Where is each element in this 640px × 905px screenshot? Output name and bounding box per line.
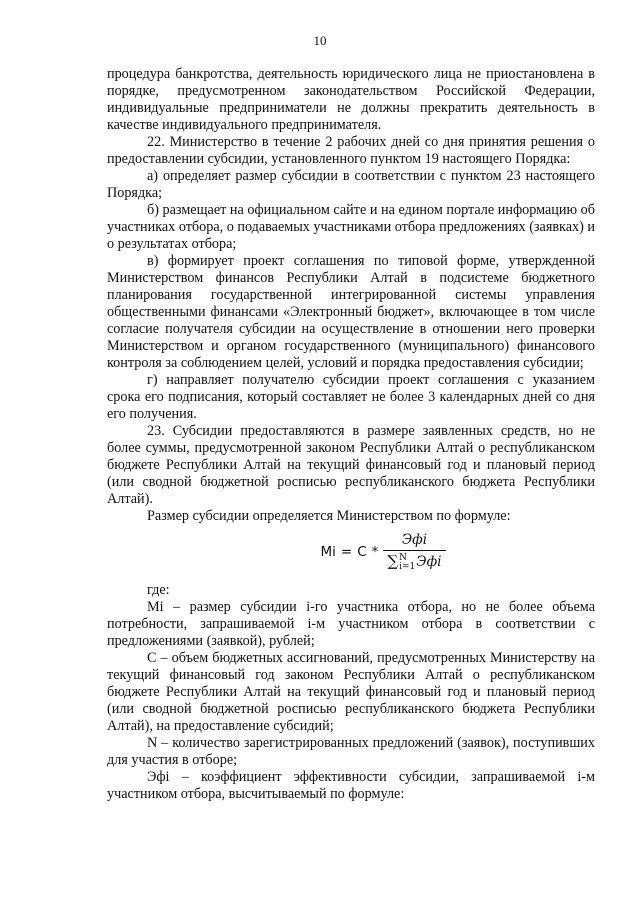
paragraph-item-22: 22. Министерство в течение 2 рабочих дней со дня принятия решения о предоставлении субсидии, установленного пунктом 19 настоящего Порядка: <box>107 134 595 167</box>
page-number: 10 <box>313 33 327 48</box>
paragraph-item-22b: б) размещает на официальном сайте и на едином портале информацию об участниках отбора, о подаваемых участниками отбора предложениях (заявках) и о результатах отбора; <box>107 202 595 252</box>
paragraph-bankruptcy-continuation: процедура банкротства, деятельность юридического лица не приостановлена в порядке, предусмотренном законодательством Российской Федерации, индивидуальные предприниматели не должны прекратить деятельность в качестве индивидуального предпринимателя. <box>107 66 595 133</box>
sum-symbol: ∑ <box>387 552 399 571</box>
sum-limits <box>399 554 415 572</box>
document-body <box>107 66 595 803</box>
formula-denominator <box>383 550 445 572</box>
sum-upper: N <box>399 552 407 563</box>
definition-efi: Эфi – коэффициент эффективности субсидии, запрашиваемой i-м участником отбора, высчитываемый по формуле: <box>107 769 595 802</box>
formula-numerator: Эфi <box>401 532 428 549</box>
sum-lower: i=1 <box>399 561 416 572</box>
where-label: где: <box>147 582 170 598</box>
formula-c: C <box>357 543 367 560</box>
paragraph-item-22g: г) направляет получателю субсидии проект соглашения с указанием срока его подписания, который составляет не более 3 календарных дней со дня его получения. <box>107 372 595 422</box>
paragraph-item-22v: в) формирует проект соглашения по типовой форме, утвержденной Министерством финансов Республики Алтай в подсистеме бюджетного планирования государственной интегрированной системы управления общественными финансами «Электронный бюджет», включающее в том числе согласие получателя субсидии на осуществление в отношении него проверки Министерством и органом государственного (муниципального) финансового контроля за соблюдением целей, условий и порядка предоставления субсидии; <box>107 253 595 371</box>
formula-equals: = <box>340 543 353 560</box>
formula-lhs: Mi <box>320 543 336 560</box>
paragraph-formula-intro: Размер субсидии определяется Министерством по формуле: <box>147 508 511 524</box>
subsidy-formula <box>171 526 595 578</box>
definition-mi: Mi – размер субсидии i-го участника отбора, но не более объема потребности, запрашиваемой i-м участником отбора в соответствии с предложениями (заявкой), рублей; <box>107 599 595 649</box>
paragraph-item-22a: а) определяет размер субсидии в соответствии с пунктом 23 настоящего Порядка; <box>107 168 595 201</box>
formula-fraction <box>383 532 445 572</box>
paragraph-item-23: 23. Субсидии предоставляются в размере заявленных средств, но не более суммы, предусмотренной законом Республики Алтай о республиканском бюджете Республики Алтай на текущий финансовый год и плановый период (или сводной бюджетной росписью республиканского бюджета Республики Алтай). <box>107 423 595 507</box>
formula-times: * <box>371 543 379 560</box>
sum-term: Эфi <box>416 554 442 571</box>
definition-c: С – объем бюджетных ассигнований, предусмотренных Министерству на текущий финансовый год законом Республики Алтай о республиканском бюджете Республики Алтай на текущий финансовый год и плановый период (или сводной бюджетной росписью республиканского бюджета Республики Алтай), на предоставление субсидий; <box>107 650 595 734</box>
definition-n: N – количество зарегистрированных предложений (заявок), поступивших для участия в отборе; <box>107 735 595 768</box>
